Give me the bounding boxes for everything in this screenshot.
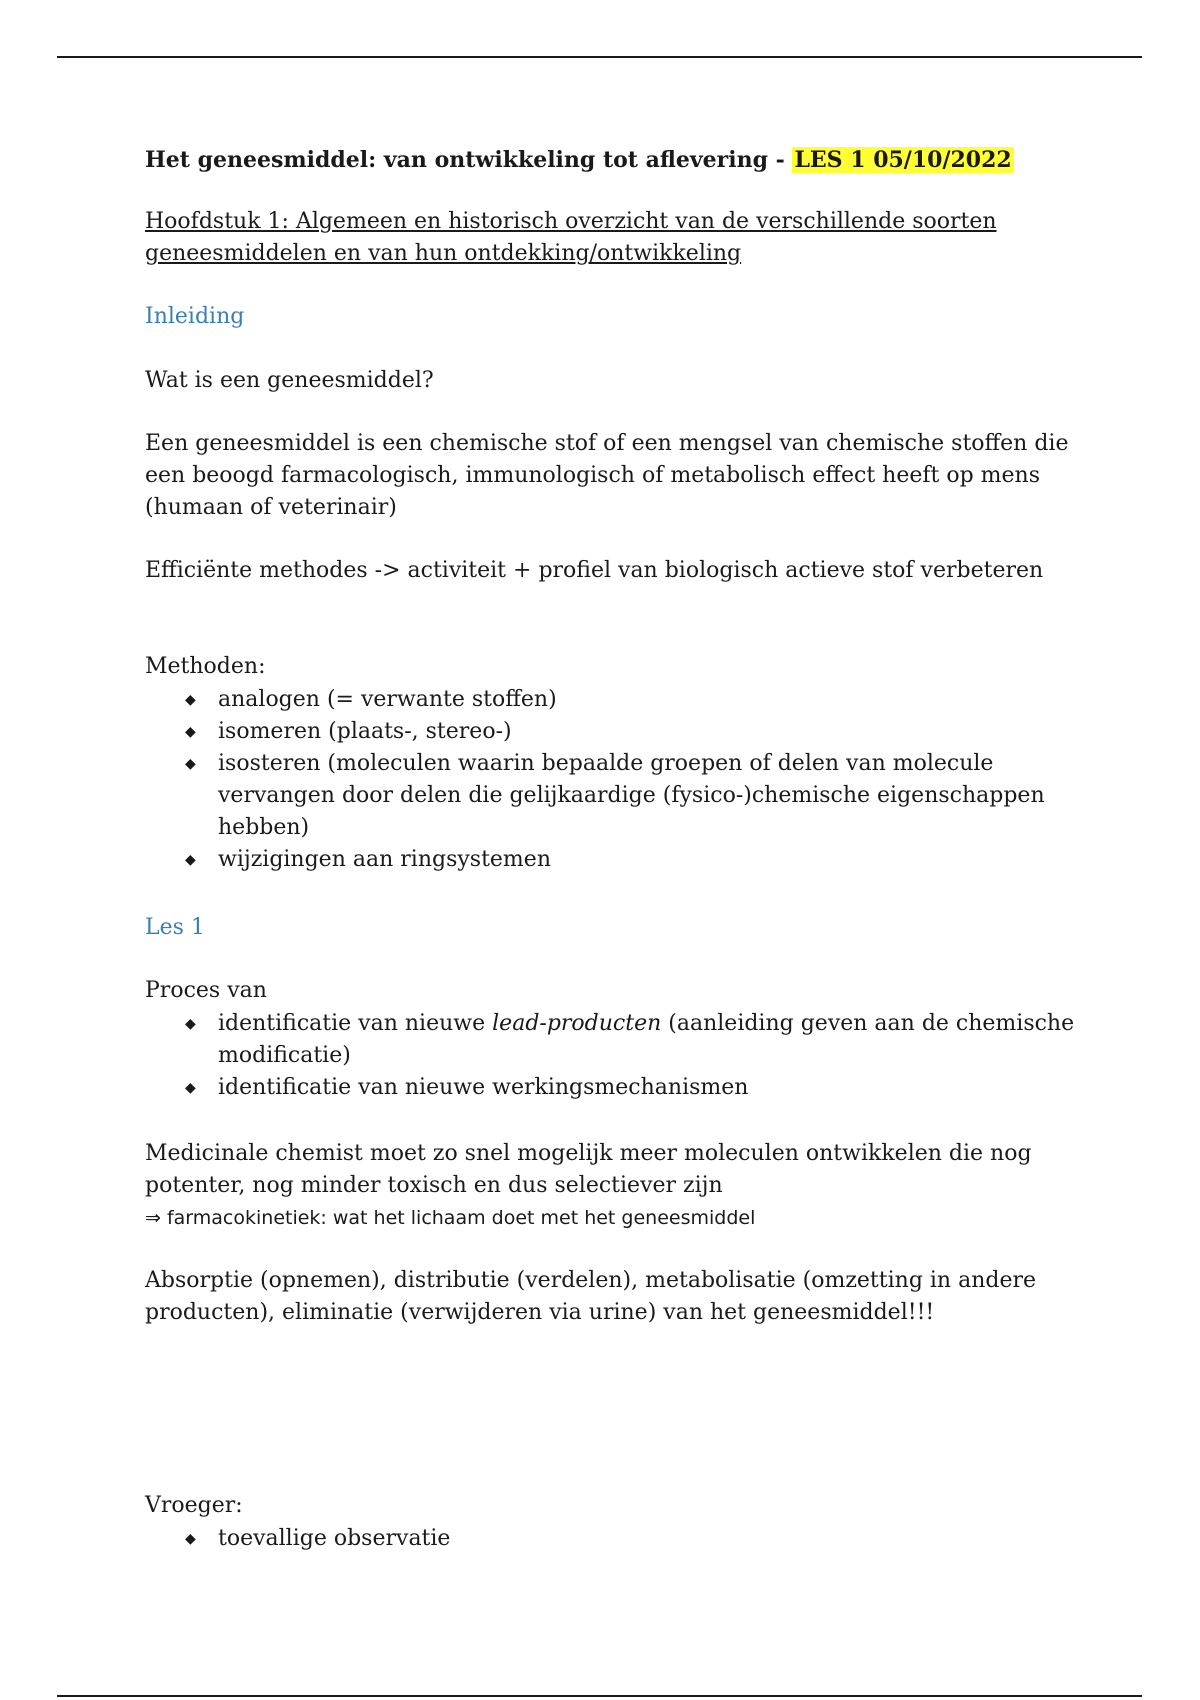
earlier-list [185, 1523, 1075, 1555]
efficient-methods-paragraph: Efficiënte methodes -> activiteit + profiel van biologisch actieve stof verbeteren [145, 558, 1044, 583]
bullet-icon: ◆ [185, 1531, 196, 1547]
title-highlight: LES 1 05/10/2022 [794, 147, 1012, 173]
title-text: Het geneesmiddel: van ontwikkeling tot aflevering - [145, 147, 785, 173]
medicinal-chemist-paragraph: Medicinale chemist moet zo snel mogelijk meer moleculen ontwikkelen die nog potenter, nog minder toxisch en dus selectiever zijn [145, 1141, 1032, 1198]
bullet-icon: ◆ [185, 692, 196, 708]
footer-rule [57, 1695, 1142, 1697]
definition-paragraph: Een geneesmiddel is een chemische stof of een mengsel van chemische stoffen die een beoogd farmacologisch, immunologisch of metabolisch effect heeft op mens (humaan of veterinair) [145, 431, 1069, 520]
process-label: Proces van [145, 978, 267, 1003]
bullet-icon: ◆ [185, 724, 196, 740]
methods-list [185, 684, 1075, 876]
list-item: ◆ toevallige observatie [185, 1523, 1075, 1555]
section-heading-inleiding: Inleiding [145, 304, 245, 329]
bullet-icon: ◆ [185, 1080, 196, 1096]
methods-label: Methoden: [145, 654, 266, 679]
list-item: ◆ analogen (= verwante stoffen) [185, 684, 1075, 716]
list-item: ◆ wijzigingen aan ringsystemen [185, 844, 1075, 876]
list-item: ◆ identificatie van nieuwe werkingsmechanismen [185, 1072, 1075, 1104]
pharmacokinetics-line: ⇒ farmacokinetiek: wat het lichaam doet met het geneesmiddel [145, 1207, 756, 1229]
question-paragraph: Wat is een geneesmiddel? [145, 368, 434, 393]
chapter-heading: Hoofdstuk 1: Algemeen en historisch overzicht van de verschillende soorten geneesmiddelen en van hun ontdekking/ontwikkeling [145, 209, 997, 266]
document-title [145, 144, 1075, 176]
list-item: ◆ isosteren (moleculen waarin bepaalde groepen of delen van molecule vervangen door delen die gelijkaardige (fysico-)chemische eigenschappen hebben) [185, 748, 1075, 844]
bullet-icon: ◆ [185, 852, 196, 868]
process-list [185, 1008, 1075, 1104]
list-item: ◆ identificatie van nieuwe lead-producten (aanleiding geven aan de chemische modificatie) [185, 1008, 1075, 1072]
lead-products-term: lead-producten [492, 1011, 662, 1036]
section-heading-les1: Les 1 [145, 915, 205, 940]
adme-paragraph: Absorptie (opnemen), distributie (verdelen), metabolisatie (omzetting in andere producten), eliminatie (verwijderen via urine) van het geneesmiddel!!! [145, 1268, 1037, 1325]
bullet-icon: ◆ [185, 756, 196, 772]
earlier-label: Vroeger: [145, 1493, 243, 1518]
bullet-icon: ◆ [185, 1016, 196, 1032]
list-item: ◆ isomeren (plaats-, stereo-) [185, 716, 1075, 748]
header-rule [57, 56, 1142, 58]
